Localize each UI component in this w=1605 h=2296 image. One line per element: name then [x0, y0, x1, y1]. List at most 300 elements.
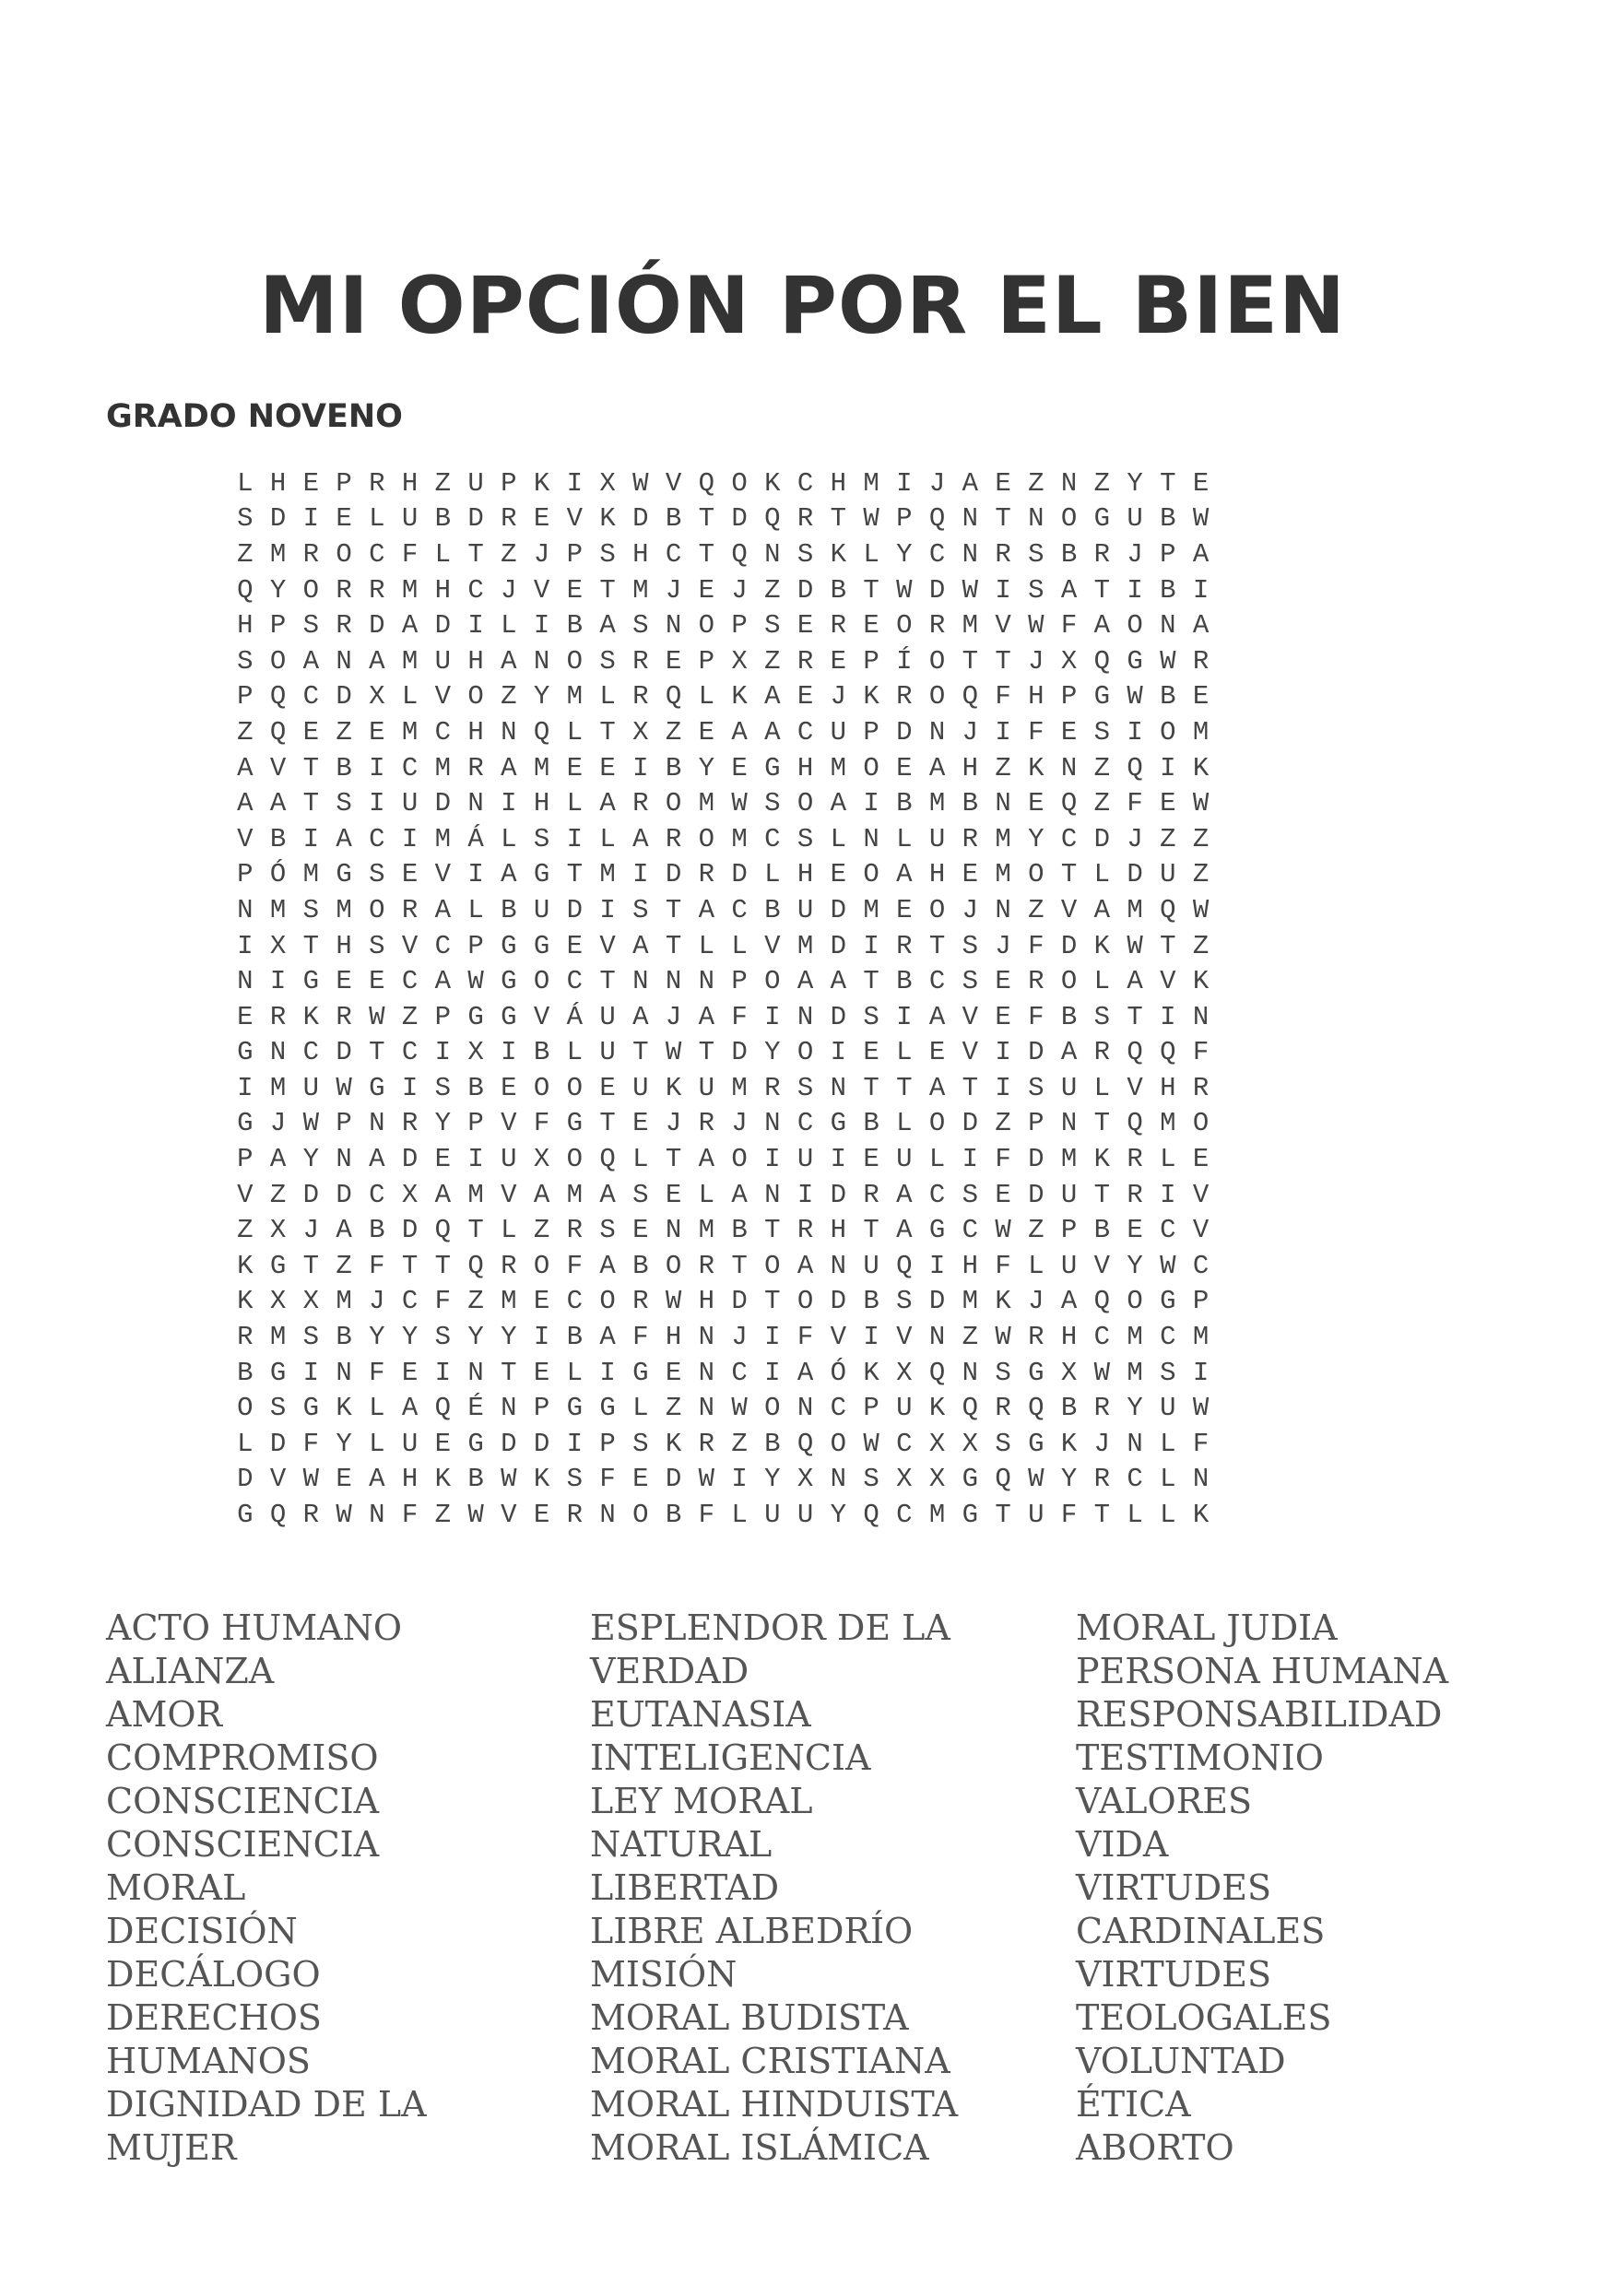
grid-cell[interactable]: E — [369, 716, 385, 748]
grid-cell[interactable]: I — [1192, 574, 1210, 606]
grid-cell[interactable]: M — [863, 467, 879, 499]
grid-cell[interactable]: M — [401, 574, 419, 606]
grid-cell[interactable]: X — [962, 1428, 979, 1459]
grid-cell[interactable]: M — [962, 610, 979, 642]
grid-cell[interactable]: R — [863, 1179, 879, 1210]
grid-cell[interactable]: X — [731, 645, 748, 677]
grid-cell[interactable]: D — [269, 1428, 287, 1459]
grid-cell[interactable]: V — [764, 930, 781, 961]
grid-cell[interactable]: Q — [1093, 645, 1111, 677]
grid-cell[interactable]: M — [566, 681, 584, 712]
grid-cell[interactable]: Y — [434, 1108, 452, 1139]
grid-cell[interactable]: I — [764, 1357, 781, 1388]
grid-cell[interactable]: E — [632, 1464, 649, 1495]
grid-cell[interactable]: P — [698, 645, 715, 677]
grid-cell[interactable]: T — [599, 716, 616, 748]
grid-cell[interactable]: U — [401, 503, 419, 535]
grid-cell[interactable]: G — [830, 1108, 847, 1139]
grid-cell[interactable]: L — [1028, 1250, 1044, 1281]
grid-cell[interactable]: Z — [1093, 467, 1111, 499]
grid-cell[interactable]: Q — [1028, 1393, 1044, 1424]
grid-cell[interactable]: G — [501, 1001, 517, 1032]
grid-cell[interactable]: N — [665, 610, 682, 642]
grid-cell[interactable]: I — [1127, 574, 1143, 606]
grid-cell[interactable]: C — [434, 930, 452, 961]
grid-cell[interactable]: S — [764, 610, 781, 642]
grid-cell[interactable]: A — [632, 930, 649, 961]
grid-cell[interactable]: O — [731, 467, 748, 499]
grid-cell[interactable]: U — [797, 894, 814, 925]
grid-cell[interactable]: G — [764, 752, 781, 783]
grid-cell[interactable]: I — [237, 930, 254, 961]
grid-cell[interactable]: I — [731, 1464, 748, 1495]
grid-cell[interactable]: T — [599, 1108, 616, 1139]
grid-cell[interactable]: R — [830, 610, 847, 642]
grid-cell[interactable]: I — [830, 1144, 847, 1175]
grid-cell[interactable]: W — [1192, 503, 1210, 535]
grid-cell[interactable]: V — [401, 930, 419, 961]
grid-cell[interactable]: I — [501, 788, 517, 819]
grid-cell[interactable]: D — [434, 788, 452, 819]
grid-cell[interactable]: A — [401, 1393, 419, 1424]
grid-cell[interactable]: R — [632, 1286, 649, 1317]
grid-cell[interactable]: P — [731, 966, 748, 997]
grid-cell[interactable]: Z — [1093, 752, 1111, 783]
grid-cell[interactable]: E — [928, 1037, 946, 1068]
grid-cell[interactable]: G — [269, 1250, 287, 1281]
grid-cell[interactable]: P — [896, 503, 913, 535]
grid-cell[interactable]: R — [501, 1250, 517, 1281]
grid-cell[interactable]: K — [302, 1001, 320, 1032]
grid-cell[interactable]: V — [830, 1322, 847, 1353]
grid-cell[interactable]: F — [401, 538, 419, 570]
grid-cell[interactable]: G — [533, 859, 550, 890]
grid-cell[interactable]: R — [269, 1001, 287, 1032]
grid-cell[interactable]: M — [995, 859, 1011, 890]
grid-cell[interactable]: C — [369, 1179, 385, 1210]
grid-cell[interactable]: U — [830, 716, 847, 748]
grid-cell[interactable]: A — [269, 788, 287, 819]
grid-cell[interactable]: H — [401, 467, 419, 499]
grid-cell[interactable]: C — [566, 1286, 584, 1317]
grid-cell[interactable]: R — [797, 503, 814, 535]
grid-cell[interactable]: D — [401, 1215, 419, 1246]
grid-cell[interactable]: G — [501, 966, 517, 997]
grid-cell[interactable]: Y — [764, 1037, 781, 1068]
grid-cell[interactable]: A — [698, 894, 715, 925]
grid-cell[interactable]: N — [336, 1357, 352, 1388]
grid-cell[interactable]: L — [566, 716, 584, 748]
grid-cell[interactable]: F — [1192, 1428, 1210, 1459]
grid-cell[interactable]: W — [467, 966, 484, 997]
grid-cell[interactable]: F — [995, 1250, 1011, 1281]
grid-cell[interactable]: A — [336, 823, 352, 854]
grid-cell[interactable]: M — [928, 788, 946, 819]
grid-cell[interactable]: O — [533, 1250, 550, 1281]
grid-cell[interactable]: A — [1060, 574, 1078, 606]
grid-cell[interactable]: L — [863, 538, 879, 570]
grid-cell[interactable]: B — [896, 966, 913, 997]
grid-cell[interactable]: E — [501, 1072, 517, 1103]
grid-cell[interactable]: M — [269, 538, 287, 570]
grid-cell[interactable]: F — [995, 1144, 1011, 1175]
grid-cell[interactable]: E — [434, 1428, 452, 1459]
grid-cell[interactable]: D — [434, 610, 452, 642]
grid-cell[interactable]: O — [533, 966, 550, 997]
grid-cell[interactable]: Q — [962, 1393, 979, 1424]
grid-cell[interactable]: C — [566, 966, 584, 997]
grid-cell[interactable]: N — [501, 1393, 517, 1424]
grid-cell[interactable]: Y — [401, 1322, 419, 1353]
grid-cell[interactable]: W — [995, 1322, 1011, 1353]
grid-cell[interactable]: S — [237, 645, 254, 677]
grid-cell[interactable]: A — [1192, 538, 1210, 570]
grid-cell[interactable]: T — [962, 645, 979, 677]
grid-cell[interactable]: B — [533, 1037, 550, 1068]
grid-cell[interactable]: X — [632, 716, 649, 748]
grid-cell[interactable]: G — [1127, 645, 1143, 677]
grid-cell[interactable]: D — [566, 894, 584, 925]
grid-cell[interactable]: B — [1060, 1393, 1078, 1424]
grid-cell[interactable]: B — [830, 574, 847, 606]
grid-cell[interactable]: V — [434, 859, 452, 890]
grid-cell[interactable]: A — [599, 610, 616, 642]
grid-cell[interactable]: W — [731, 788, 748, 819]
grid-cell[interactable]: K — [995, 1286, 1011, 1317]
grid-cell[interactable]: L — [764, 859, 781, 890]
grid-cell[interactable]: O — [237, 1393, 254, 1424]
grid-cell[interactable]: D — [336, 1179, 352, 1210]
grid-cell[interactable]: B — [1160, 503, 1176, 535]
grid-cell[interactable]: D — [731, 859, 748, 890]
grid-cell[interactable]: C — [369, 538, 385, 570]
grid-cell[interactable]: S — [896, 1286, 913, 1317]
grid-cell[interactable]: O — [533, 1072, 550, 1103]
grid-cell[interactable]: C — [1160, 1322, 1176, 1353]
grid-cell[interactable]: T — [566, 859, 584, 890]
grid-cell[interactable]: R — [797, 1215, 814, 1246]
grid-cell[interactable]: F — [1060, 1500, 1078, 1531]
grid-cell[interactable]: I — [467, 610, 484, 642]
grid-cell[interactable]: T — [632, 1037, 649, 1068]
grid-cell[interactable]: E — [995, 966, 1011, 997]
grid-cell[interactable]: J — [731, 1322, 748, 1353]
grid-cell[interactable]: N — [632, 966, 649, 997]
grid-cell[interactable]: I — [566, 467, 584, 499]
grid-cell[interactable]: D — [928, 574, 946, 606]
grid-cell[interactable]: I — [928, 1250, 946, 1281]
grid-cell[interactable]: E — [434, 1144, 452, 1175]
grid-cell[interactable]: R — [1093, 538, 1111, 570]
grid-cell[interactable]: H — [1028, 681, 1044, 712]
grid-cell[interactable]: M — [863, 894, 879, 925]
grid-cell[interactable]: L — [237, 1428, 254, 1459]
grid-cell[interactable]: H — [830, 467, 847, 499]
grid-cell[interactable]: N — [336, 645, 352, 677]
grid-cell[interactable]: N — [995, 788, 1011, 819]
grid-cell[interactable]: K — [434, 1464, 452, 1495]
grid-cell[interactable]: A — [896, 1179, 913, 1210]
grid-cell[interactable]: L — [566, 788, 584, 819]
grid-cell[interactable]: K — [1093, 930, 1111, 961]
grid-cell[interactable]: A — [632, 1001, 649, 1032]
grid-cell[interactable]: D — [830, 930, 847, 961]
grid-cell[interactable]: O — [1192, 1108, 1210, 1139]
grid-cell[interactable]: A — [237, 788, 254, 819]
grid-cell[interactable]: O — [797, 1286, 814, 1317]
grid-cell[interactable]: K — [533, 1464, 550, 1495]
grid-cell[interactable]: E — [1192, 467, 1210, 499]
grid-cell[interactable]: A — [1093, 610, 1111, 642]
grid-cell[interactable]: O — [797, 788, 814, 819]
grid-cell[interactable]: A — [302, 645, 320, 677]
grid-cell[interactable]: S — [369, 930, 385, 961]
grid-cell[interactable]: M — [632, 574, 649, 606]
grid-cell[interactable]: T — [764, 1286, 781, 1317]
grid-cell[interactable]: D — [1127, 859, 1143, 890]
grid-cell[interactable]: I — [1127, 716, 1143, 748]
grid-cell[interactable]: F — [1060, 610, 1078, 642]
grid-cell[interactable]: S — [369, 859, 385, 890]
grid-cell[interactable]: X — [896, 1357, 913, 1388]
grid-cell[interactable]: B — [665, 1500, 682, 1531]
grid-cell[interactable]: B — [632, 1250, 649, 1281]
grid-cell[interactable]: H — [533, 788, 550, 819]
grid-cell[interactable]: W — [962, 574, 979, 606]
grid-cell[interactable]: A — [434, 1179, 452, 1210]
grid-cell[interactable]: C — [1127, 1464, 1143, 1495]
grid-cell[interactable]: E — [369, 966, 385, 997]
grid-cell[interactable]: D — [401, 1144, 419, 1175]
grid-cell[interactable]: T — [599, 966, 616, 997]
grid-cell[interactable]: D — [830, 894, 847, 925]
grid-cell[interactable]: V — [237, 1179, 254, 1210]
grid-cell[interactable]: N — [1060, 467, 1078, 499]
grid-cell[interactable]: Q — [1127, 752, 1143, 783]
grid-cell[interactable]: O — [698, 610, 715, 642]
grid-cell[interactable]: A — [501, 859, 517, 890]
grid-cell[interactable]: Q — [928, 1357, 946, 1388]
grid-cell[interactable]: K — [237, 1286, 254, 1317]
grid-cell[interactable]: G — [928, 1215, 946, 1246]
grid-cell[interactable]: C — [896, 1500, 913, 1531]
grid-cell[interactable]: Z — [995, 1108, 1011, 1139]
grid-cell[interactable]: P — [863, 716, 879, 748]
grid-cell[interactable]: G — [632, 1357, 649, 1388]
grid-cell[interactable]: A — [1093, 894, 1111, 925]
grid-cell[interactable]: A — [369, 645, 385, 677]
grid-cell[interactable]: U — [1060, 1072, 1078, 1103]
grid-cell[interactable]: Y — [764, 1464, 781, 1495]
grid-cell[interactable]: F — [369, 1250, 385, 1281]
grid-cell[interactable]: K — [336, 1393, 352, 1424]
grid-cell[interactable]: E — [1127, 1215, 1143, 1246]
grid-cell[interactable]: U — [1060, 1179, 1078, 1210]
grid-cell[interactable]: N — [1060, 752, 1078, 783]
grid-cell[interactable]: Y — [1127, 1393, 1143, 1424]
grid-cell[interactable]: Y — [302, 1144, 320, 1175]
grid-cell[interactable]: Z — [764, 574, 781, 606]
grid-cell[interactable]: Q — [269, 1500, 287, 1531]
grid-cell[interactable]: Z — [1192, 823, 1210, 854]
grid-cell[interactable]: E — [896, 894, 913, 925]
grid-cell[interactable]: Q — [1093, 1286, 1111, 1317]
grid-cell[interactable]: T — [665, 1144, 682, 1175]
grid-cell[interactable]: T — [501, 1357, 517, 1388]
grid-cell[interactable]: N — [665, 1215, 682, 1246]
grid-cell[interactable]: O — [1028, 859, 1044, 890]
grid-cell[interactable]: M — [401, 645, 419, 677]
grid-cell[interactable]: E — [302, 467, 320, 499]
grid-cell[interactable]: Q — [764, 503, 781, 535]
grid-cell[interactable]: P — [467, 930, 484, 961]
grid-cell[interactable]: N — [1192, 1464, 1210, 1495]
grid-cell[interactable]: B — [863, 1286, 879, 1317]
grid-cell[interactable]: B — [269, 823, 287, 854]
grid-cell[interactable]: O — [764, 1393, 781, 1424]
grid-cell[interactable]: N — [698, 1357, 715, 1388]
grid-cell[interactable]: M — [269, 1322, 287, 1353]
grid-cell[interactable]: R — [369, 574, 385, 606]
grid-cell[interactable]: M — [698, 1215, 715, 1246]
grid-cell[interactable]: G — [962, 1464, 979, 1495]
grid-cell[interactable]: R — [698, 859, 715, 890]
grid-cell[interactable]: H — [632, 538, 649, 570]
grid-cell[interactable]: A — [237, 752, 254, 783]
grid-cell[interactable]: E — [533, 1286, 550, 1317]
grid-cell[interactable]: M — [1192, 1322, 1210, 1353]
grid-cell[interactable]: E — [302, 716, 320, 748]
grid-cell[interactable]: U — [599, 1037, 616, 1068]
grid-cell[interactable]: U — [1160, 859, 1176, 890]
grid-cell[interactable]: T — [764, 1215, 781, 1246]
grid-cell[interactable]: I — [632, 859, 649, 890]
grid-cell[interactable]: T — [401, 1250, 419, 1281]
grid-cell[interactable]: A — [434, 894, 452, 925]
grid-cell[interactable]: G — [269, 1357, 287, 1388]
grid-cell[interactable]: E — [1160, 788, 1176, 819]
grid-cell[interactable]: T — [995, 1500, 1011, 1531]
grid-cell[interactable]: Y — [1060, 1464, 1078, 1495]
grid-cell[interactable]: O — [928, 681, 946, 712]
grid-cell[interactable]: B — [731, 1215, 748, 1246]
grid-cell[interactable]: L — [1093, 966, 1111, 997]
grid-cell[interactable]: A — [928, 1001, 946, 1032]
grid-cell[interactable]: I — [1160, 752, 1176, 783]
grid-cell[interactable]: S — [302, 894, 320, 925]
grid-cell[interactable]: T — [863, 966, 879, 997]
grid-cell[interactable]: H — [269, 467, 287, 499]
grid-cell[interactable]: D — [731, 1286, 748, 1317]
grid-cell[interactable]: A — [928, 752, 946, 783]
grid-cell[interactable]: E — [797, 681, 814, 712]
grid-cell[interactable]: W — [863, 1428, 879, 1459]
grid-cell[interactable]: B — [467, 1464, 484, 1495]
grid-cell[interactable]: S — [302, 610, 320, 642]
grid-cell[interactable]: G — [336, 859, 352, 890]
grid-cell[interactable]: L — [1160, 1500, 1176, 1531]
grid-cell[interactable]: S — [1093, 1001, 1111, 1032]
grid-cell[interactable]: N — [269, 1037, 287, 1068]
grid-cell[interactable]: O — [302, 574, 320, 606]
grid-cell[interactable]: O — [928, 1108, 946, 1139]
grid-cell[interactable]: O — [1127, 610, 1143, 642]
grid-cell[interactable]: S — [269, 1393, 287, 1424]
grid-cell[interactable]: S — [764, 788, 781, 819]
grid-cell[interactable]: R — [1192, 645, 1210, 677]
grid-cell[interactable]: J — [1028, 1286, 1044, 1317]
grid-cell[interactable]: U — [863, 1250, 879, 1281]
grid-cell[interactable]: F — [698, 1500, 715, 1531]
grid-cell[interactable]: É — [467, 1393, 484, 1424]
grid-cell[interactable]: Y — [1127, 467, 1143, 499]
grid-cell[interactable]: E — [863, 1037, 879, 1068]
grid-cell[interactable]: P — [336, 467, 352, 499]
grid-cell[interactable]: Z — [533, 1215, 550, 1246]
grid-cell[interactable]: P — [237, 1144, 254, 1175]
grid-cell[interactable]: H — [237, 610, 254, 642]
grid-cell[interactable]: I — [369, 752, 385, 783]
grid-cell[interactable]: O — [632, 1500, 649, 1531]
grid-cell[interactable]: K — [1028, 752, 1044, 783]
grid-cell[interactable]: S — [797, 538, 814, 570]
grid-cell[interactable]: M — [1192, 716, 1210, 748]
grid-cell[interactable]: R — [632, 645, 649, 677]
grid-cell[interactable]: L — [1127, 1500, 1143, 1531]
grid-cell[interactable]: I — [896, 1001, 913, 1032]
grid-cell[interactable]: N — [962, 538, 979, 570]
grid-cell[interactable]: G — [467, 1001, 484, 1032]
grid-cell[interactable]: Z — [237, 716, 254, 748]
grid-cell[interactable]: L — [896, 1037, 913, 1068]
grid-cell[interactable]: Q — [665, 681, 682, 712]
grid-cell[interactable]: T — [665, 930, 682, 961]
grid-cell[interactable]: U — [797, 1144, 814, 1175]
grid-cell[interactable]: T — [1127, 1001, 1143, 1032]
grid-cell[interactable]: O — [1160, 716, 1176, 748]
grid-cell[interactable]: T — [369, 1037, 385, 1068]
grid-cell[interactable]: A — [764, 716, 781, 748]
grid-cell[interactable]: R — [467, 752, 484, 783]
grid-cell[interactable]: Z — [962, 1322, 979, 1353]
grid-cell[interactable]: R — [1093, 1464, 1111, 1495]
grid-cell[interactable]: I — [830, 1037, 847, 1068]
grid-cell[interactable]: Z — [237, 538, 254, 570]
grid-cell[interactable]: H — [698, 1286, 715, 1317]
grid-cell[interactable]: Q — [1127, 1108, 1143, 1139]
grid-cell[interactable]: S — [599, 538, 616, 570]
grid-cell[interactable]: Z — [467, 1286, 484, 1317]
grid-cell[interactable]: Z — [434, 1500, 452, 1531]
grid-cell[interactable]: V — [1160, 966, 1176, 997]
grid-cell[interactable]: I — [995, 716, 1011, 748]
grid-cell[interactable]: M — [336, 894, 352, 925]
grid-cell[interactable]: B — [237, 1357, 254, 1388]
grid-cell[interactable]: Q — [995, 1464, 1011, 1495]
grid-cell[interactable]: Q — [698, 467, 715, 499]
grid-cell[interactable]: H — [434, 574, 452, 606]
grid-cell[interactable]: M — [1127, 894, 1143, 925]
grid-cell[interactable]: W — [1192, 1393, 1210, 1424]
grid-cell[interactable]: G — [1160, 1286, 1176, 1317]
grid-cell[interactable]: L — [731, 1500, 748, 1531]
grid-cell[interactable]: Q — [962, 681, 979, 712]
grid-cell[interactable]: N — [1060, 1108, 1078, 1139]
grid-cell[interactable]: G — [533, 930, 550, 961]
grid-cell[interactable]: X — [928, 1428, 946, 1459]
grid-cell[interactable]: B — [1093, 1215, 1111, 1246]
grid-cell[interactable]: E — [731, 752, 748, 783]
